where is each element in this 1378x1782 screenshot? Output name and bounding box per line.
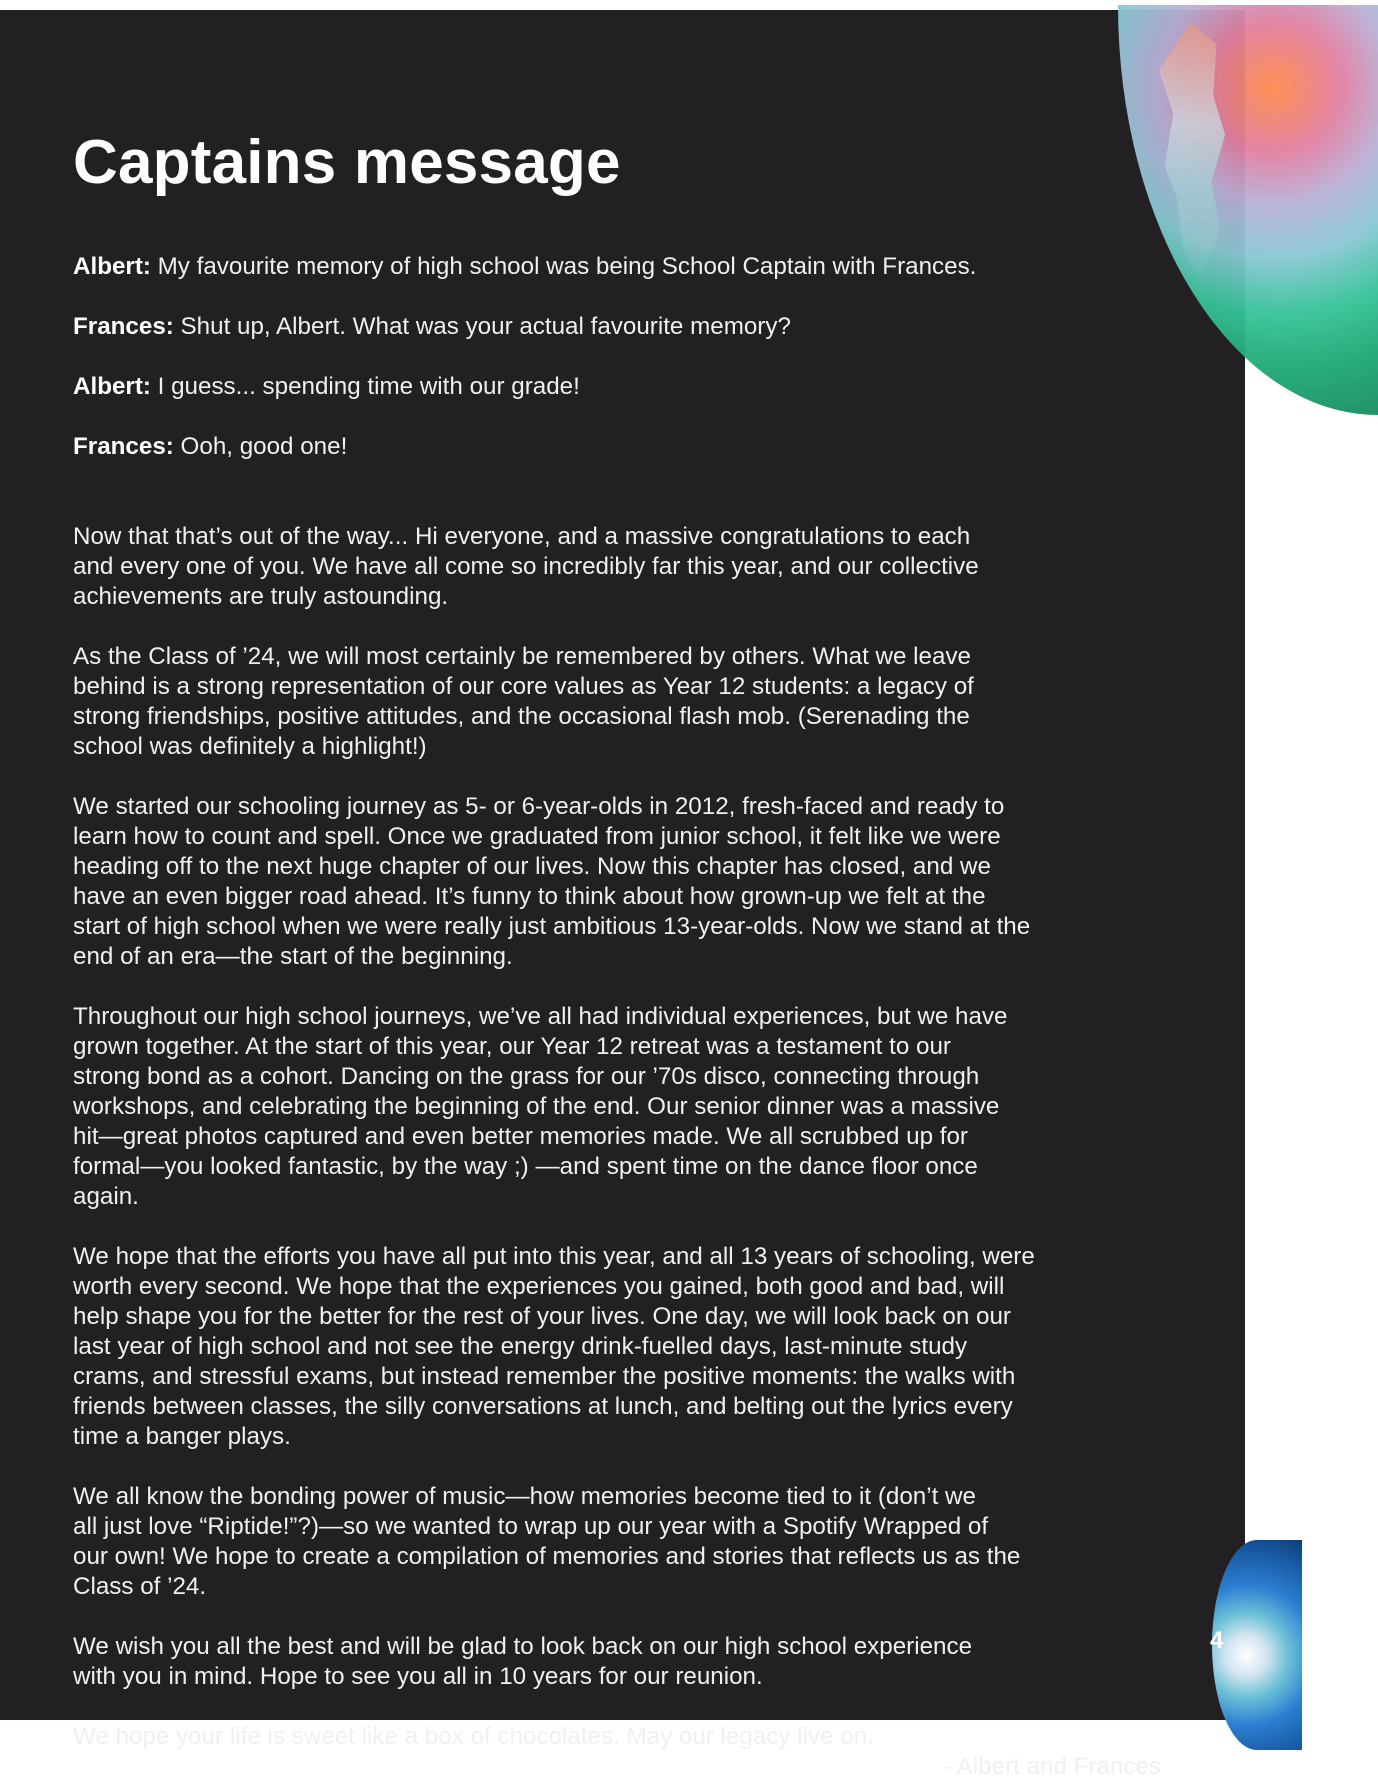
dialogue-text: Ooh, good one! [173, 433, 348, 460]
body-paragraph: We hope that the efforts you have all put into this year, and all 13 years of schooling, were worth every second. We hope that the experiences you gained, both good and bad, will help shape you for the better for the rest of your lives. One day, we will look back on our last year of high school and not see the energy drink-fuelled days, last-minute study crams, and stressful exams, but instead remember the positive moments: the walks with friends between classes, the silly conversations at lunch, and belting out the lyrics every time a banger plays. [73, 1243, 1035, 1450]
speaker-name: Albert: [73, 373, 151, 400]
dialogue-line [73, 312, 1193, 342]
speaker-name: Albert: [73, 253, 151, 280]
dialogue-line [73, 432, 1193, 462]
yearbook-page [0, 10, 1245, 1780]
body-paragraph: We wish you all the best and will be glad to look back on our high school experience with you in mind. Hope to see you all in 10 years for our reunion. [73, 1633, 973, 1690]
body-paragraph: Now that that’s out of the way... Hi everyone, and a massive congratulations to each and every one of you. We have all come so incredibly far this year, and our collective achievements are truly astounding. [73, 523, 979, 610]
body-paragraph: As the Class of ’24, we will most certainly be remembered by others. What we leave behind is a strong representation of our core values as Year 12 students: a legacy of strong friendships, positive attitudes, and the occasional flash mob. (Serenading the school was definitely a highlight!) [73, 643, 974, 760]
captains-dialogue [73, 222, 1193, 492]
dialogue-line [73, 372, 1193, 402]
captains-message-content [73, 128, 1193, 1782]
signature: - Albert and Frances [943, 1753, 1161, 1780]
body-paragraph: We started our schooling journey as 5- or 6-year-olds in 2012, fresh-faced and ready to learn how to count and spell. Once we graduated from junior school, it felt like we were heading off to the next huge chapter of our lives. Now this chapter has closed, and we have an even bigger road ahead. It’s funny to think about how grown-up we felt at the start of high school when we were really just ambitious 13-year-olds. Now we stand at the end of an era—the start of the beginning. [73, 793, 1031, 970]
body-paragraph: We all know the bonding power of music—how memories become tied to it (don’t we all just love “Riptide!”?)—so we wanted to wrap up our year with a Spotify Wrapped of our own! We hope to create a compilation of memories and stories that reflects us as the Class of ’24. [73, 1483, 1021, 1600]
dialogue-line [73, 252, 1193, 282]
page-title: Captains message [73, 128, 621, 197]
body-paragraph: Throughout our high school journeys, we’ve all had individual experiences, but we have grown together. At the start of this year, our Year 12 retreat was a testament to our strong bond as a cohort. Dancing on the grass for our ’70s disco, connecting through workshops, and celebrating the beginning of the end. Our senior dinner was a massive hit—great photos captured and even better memories made. We all scrubbed up for formal—you looked fantastic, by the way ;) —and spent time on the dance floor once again. [73, 1003, 1008, 1210]
page-number: 4 [1210, 1627, 1224, 1654]
speaker-name: Frances: [73, 313, 174, 340]
bottom-right-planet-decoration [1212, 1540, 1302, 1750]
dialogue-text: Shut up, Albert. What was your actual favourite memory? [173, 313, 791, 340]
dialogue-text: I guess... spending time with our grade! [150, 373, 580, 400]
body-paragraph: We hope your life is sweet like a box of chocolates. May our legacy live on. [73, 1723, 874, 1750]
speaker-name: Frances: [73, 433, 174, 460]
dialogue-text: My favourite memory of high school was being School Captain with Frances. [150, 253, 977, 280]
